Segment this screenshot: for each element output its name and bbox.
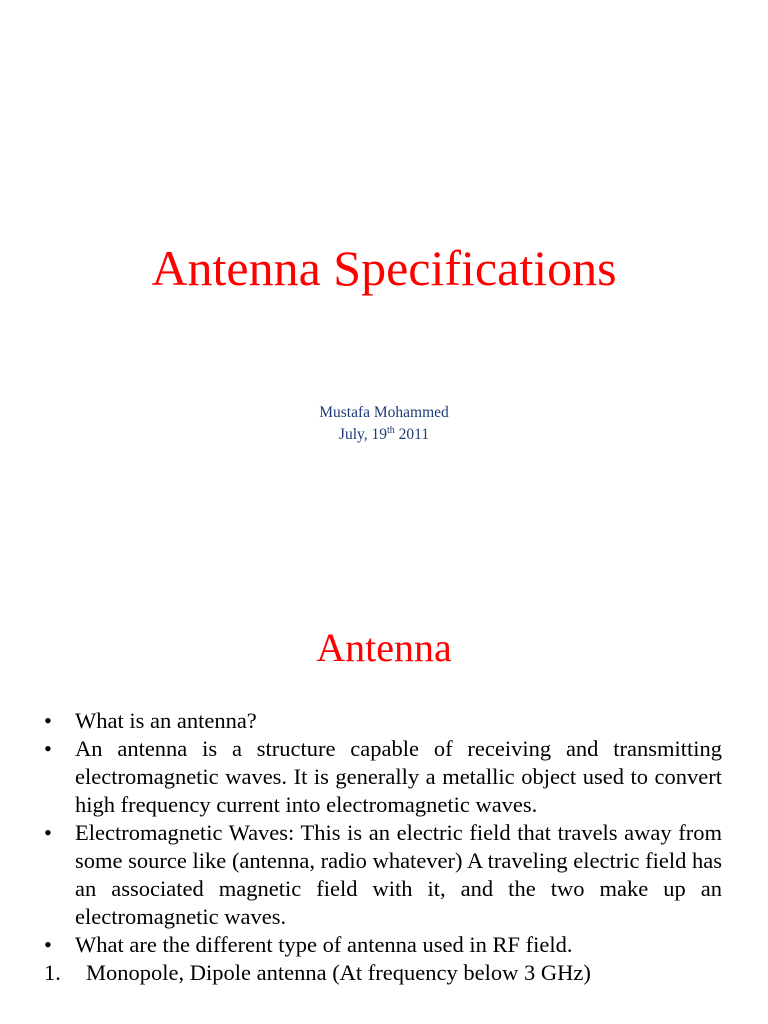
numbered-text: Monopole, Dipole antenna (At frequency below 3 GHz) — [86, 960, 591, 985]
bullet-list — [0, 707, 768, 987]
author-name: Mustafa Mohammed — [319, 404, 449, 421]
date-prefix: July, 19 — [338, 426, 387, 443]
bullet-item — [0, 735, 768, 819]
author-block — [0, 402, 768, 446]
bullet-marker: • — [44, 736, 52, 761]
number-marker: 1. — [44, 960, 61, 985]
bullet-marker: • — [44, 932, 52, 957]
bullet-item — [0, 819, 768, 931]
bullet-item — [0, 931, 768, 959]
slide-title: Antenna Specifications — [151, 240, 617, 296]
date-ordinal-suffix: th — [387, 424, 395, 436]
date-year: 2011 — [394, 426, 430, 443]
slide-heading: Antenna — [316, 625, 452, 670]
bullet-text: Electromagnetic Waves: This is an electric field that travels away from some source like (antenna, radio whatever) A traveling electric field has an associated magnetic field with it, and the two make up an electromagnetic waves. — [75, 820, 722, 929]
bullet-item — [0, 707, 768, 735]
bullet-marker: • — [44, 820, 52, 845]
bullet-text: What are the different type of antenna used in RF field. — [75, 932, 573, 957]
numbered-item — [0, 959, 768, 987]
bullet-marker: • — [44, 708, 52, 733]
content-slide — [0, 576, 768, 1024]
bullet-text: What is an antenna? — [75, 708, 257, 733]
bullet-text: An antenna is a structure capable of receiving and transmitting electromagnetic waves. It is generally a metallic object used to convert high frequency current into electromagnetic waves. — [75, 736, 722, 817]
presentation-date — [0, 424, 768, 446]
